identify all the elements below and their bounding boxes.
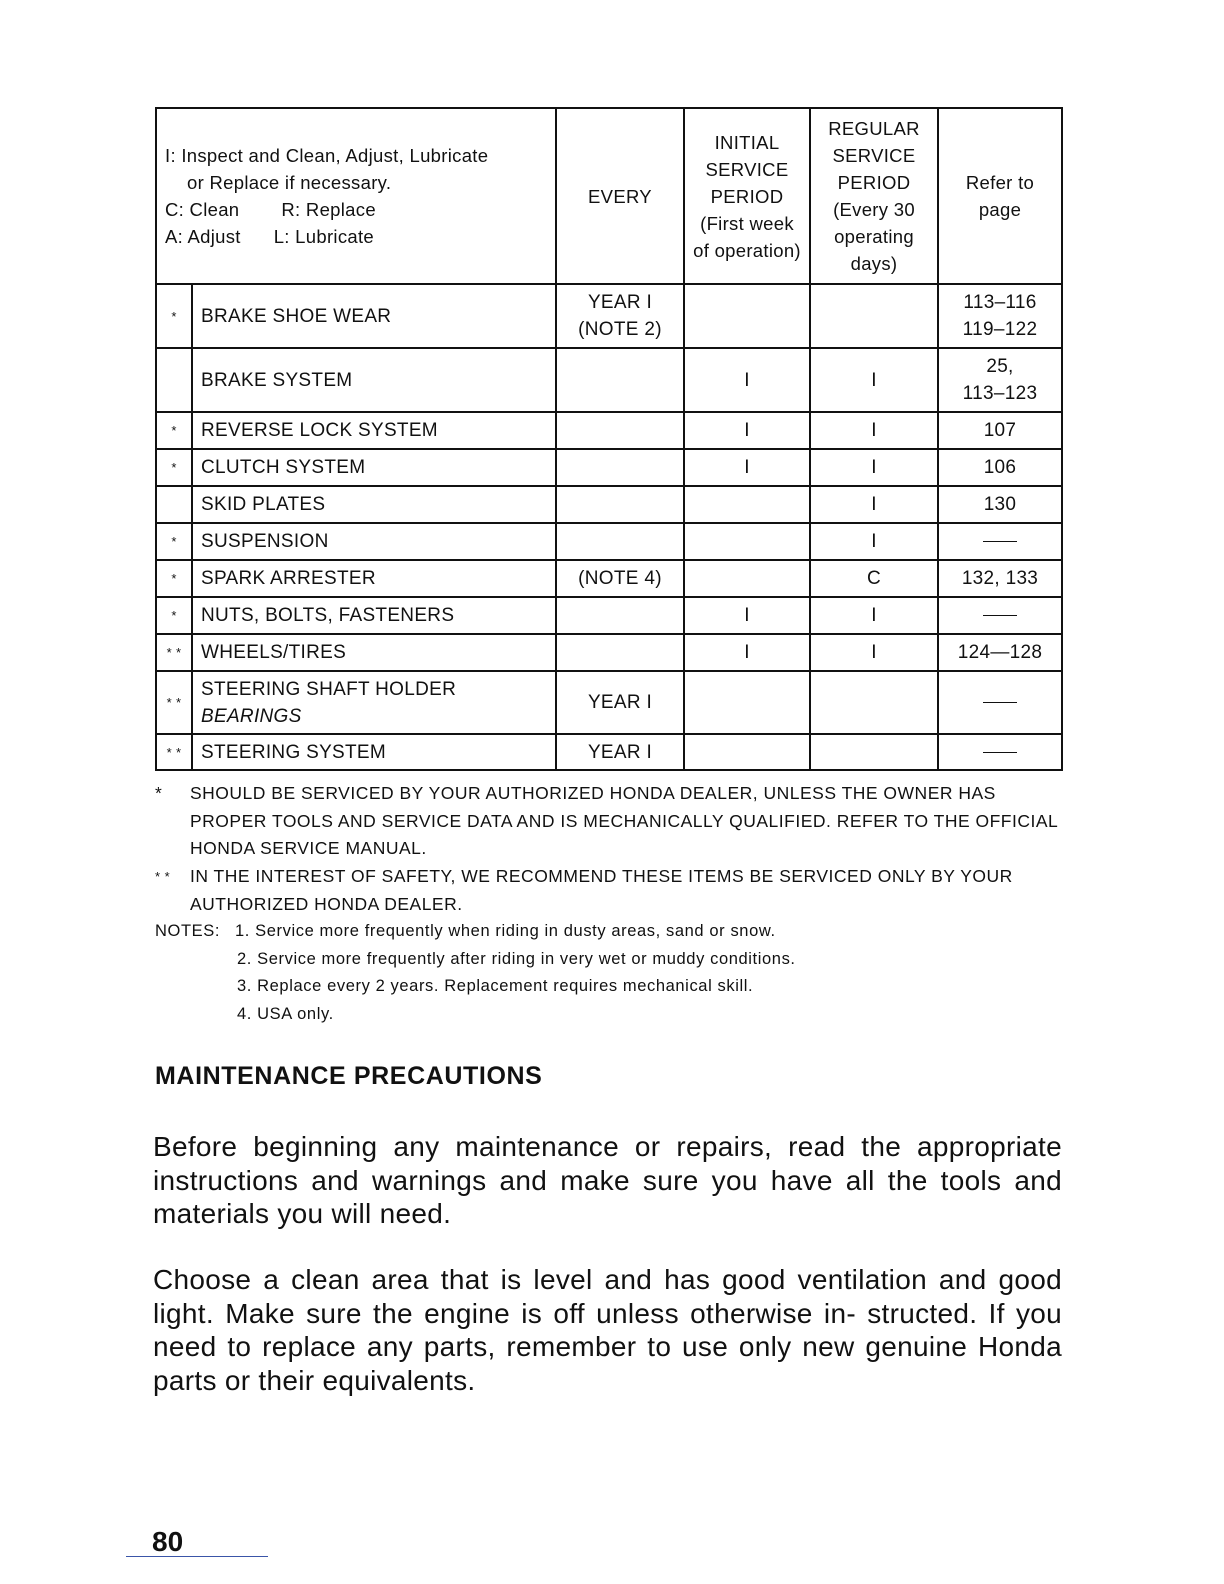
table-row xyxy=(156,634,1062,671)
table-row xyxy=(156,734,1062,770)
header-line: INITIAL xyxy=(714,131,780,153)
header-line: SERVICE xyxy=(832,145,916,166)
cell-line: NUTS, BOLTS, FASTENERS xyxy=(201,605,455,626)
row-initial xyxy=(684,486,810,523)
legend-key: C: Clean xyxy=(165,199,240,220)
cell-line: YEAR I xyxy=(587,741,653,763)
header-line: PERIOD xyxy=(837,172,911,193)
row-item xyxy=(192,412,556,449)
notes-block xyxy=(155,918,796,1028)
row-mark: * xyxy=(156,560,192,597)
header-line: SERVICE xyxy=(705,158,789,180)
header-line: (Every 30 xyxy=(833,199,915,220)
footnote-double xyxy=(155,863,1065,918)
row-refer xyxy=(938,734,1062,770)
dash-mark xyxy=(983,752,1017,753)
cell-line: BRAKE SYSTEM xyxy=(201,369,353,391)
row-refer xyxy=(938,284,1062,348)
page-number: 80 xyxy=(152,1526,184,1557)
row-refer xyxy=(938,412,1062,449)
row-regular: I xyxy=(810,486,938,523)
row-item xyxy=(192,597,556,634)
header-line: operating xyxy=(834,226,914,247)
row-every xyxy=(556,734,684,770)
dash-mark xyxy=(983,541,1017,542)
note-item: 4. USA only. xyxy=(237,1004,334,1023)
row-mark: * xyxy=(156,284,192,348)
paragraph: Before beginning any maintenance or repairs, read the appropriate instructions and warnings and make sure you have all the tools and materials you will need. xyxy=(153,1131,1062,1229)
row-every xyxy=(556,284,684,348)
row-regular: I xyxy=(810,412,938,449)
row-regular xyxy=(810,284,938,348)
table-row xyxy=(156,284,1062,348)
legend-line: I: Inspect and Clean, Adjust, Lubricate xyxy=(165,145,489,166)
row-initial: I xyxy=(684,634,810,671)
table-row xyxy=(156,486,1062,523)
row-item xyxy=(192,523,556,560)
row-every xyxy=(556,449,684,486)
row-initial: I xyxy=(684,348,810,412)
cell-line: BEARINGS xyxy=(201,705,302,727)
header-line: Refer to xyxy=(965,172,1035,193)
row-initial: I xyxy=(684,412,810,449)
row-every xyxy=(556,486,684,523)
header-line: days) xyxy=(850,253,898,274)
cell-line: 113–123 xyxy=(962,383,1038,404)
footnote-text: IN THE INTEREST OF SAFETY, WE RECOMMEND THESE ITEMS BE SERVICED ONLY BY YOUR AUTHORIZED HONDA DEALER. xyxy=(190,866,1013,914)
table-row xyxy=(156,671,1062,734)
row-every xyxy=(556,523,684,560)
row-mark: * * xyxy=(156,634,192,671)
cell-line: SKID PLATES xyxy=(201,494,326,515)
row-every xyxy=(556,412,684,449)
row-regular: I xyxy=(810,634,938,671)
row-mark: * xyxy=(156,523,192,560)
scan-edge-line xyxy=(126,1556,268,1557)
row-regular xyxy=(810,734,938,770)
legend-key: L: Lubricate xyxy=(273,226,374,247)
header-line: page xyxy=(978,199,1022,220)
table-row xyxy=(156,597,1062,634)
row-item xyxy=(192,486,556,523)
row-every xyxy=(556,560,684,597)
row-mark: * * xyxy=(156,671,192,734)
cell-line: 113–116 xyxy=(963,292,1037,313)
table-row xyxy=(156,348,1062,412)
header-line: REGULAR xyxy=(828,118,920,139)
legend-cell xyxy=(156,108,556,284)
note-text: 1. Service more frequently when riding in dusty areas, sand or snow. xyxy=(235,922,776,940)
table-row xyxy=(156,449,1062,486)
row-item xyxy=(192,560,556,597)
row-initial: I xyxy=(684,597,810,634)
row-every xyxy=(556,671,684,734)
row-refer xyxy=(938,634,1062,671)
section-heading: MAINTENANCE PRECAUTIONS xyxy=(155,1062,543,1090)
cell-line: SPARK ARRESTER xyxy=(201,568,376,589)
row-mark: * xyxy=(156,412,192,449)
row-item xyxy=(192,734,556,770)
legend-key: A: Adjust xyxy=(165,226,241,247)
cell-line: REVERSE LOCK SYSTEM xyxy=(201,420,438,441)
row-initial xyxy=(684,284,810,348)
cell-line: YEAR I xyxy=(587,292,653,313)
row-mark: * xyxy=(156,449,192,486)
row-initial xyxy=(684,560,810,597)
table-row xyxy=(156,523,1062,560)
cell-line: (NOTE 2) xyxy=(578,319,662,340)
row-refer xyxy=(938,523,1062,560)
cell-line: 107 xyxy=(983,420,1017,441)
row-regular: I xyxy=(810,597,938,634)
header-line: PERIOD xyxy=(710,185,784,207)
cell-line: STEERING SYSTEM xyxy=(201,741,387,763)
legend-keys xyxy=(165,196,555,223)
cell-line: YEAR I xyxy=(587,692,653,713)
note-item: 3. Replace every 2 years. Replacement requires mechanical skill. xyxy=(237,977,754,995)
row-regular: C xyxy=(810,560,938,597)
cell-line: 130 xyxy=(983,494,1017,515)
row-refer xyxy=(938,671,1062,734)
row-regular: I xyxy=(810,523,938,560)
row-initial xyxy=(684,671,810,734)
table-row xyxy=(156,560,1062,597)
footnote-single xyxy=(155,780,1065,863)
row-mark: * * xyxy=(156,734,192,770)
notes-label: NOTES: xyxy=(155,922,221,940)
header-regular-service xyxy=(810,108,938,284)
cell-line: STEERING SHAFT HOLDER xyxy=(201,678,457,700)
row-every xyxy=(556,597,684,634)
note-item: 2. Service more frequently after riding in very wet or muddy conditions. xyxy=(237,949,796,968)
header-initial-service xyxy=(684,108,810,284)
row-refer xyxy=(938,449,1062,486)
row-item xyxy=(192,284,556,348)
cell-line: CLUTCH SYSTEM xyxy=(201,457,366,478)
dash-mark xyxy=(983,615,1017,616)
cell-line: 124—128 xyxy=(957,642,1043,663)
row-item xyxy=(192,634,556,671)
row-mark xyxy=(156,486,192,523)
table-header-row xyxy=(156,108,1062,284)
header-refer-to-page xyxy=(938,108,1062,284)
table-row xyxy=(156,412,1062,449)
row-item xyxy=(192,671,556,734)
row-regular xyxy=(810,671,938,734)
paragraph: Choose a clean area that is level and has good ventilation and good light. Make sure the engine is off unless otherwise in- structed. If you need to replace any parts, remember to use only new genuine Honda parts or their equivalents. xyxy=(153,1264,1062,1396)
legend-key: R: Replace xyxy=(281,199,376,220)
cell-line: 106 xyxy=(983,457,1017,478)
header-line: (First week xyxy=(700,212,794,234)
cell-line: (NOTE 4) xyxy=(578,568,662,589)
row-item xyxy=(192,449,556,486)
dash-mark xyxy=(983,702,1017,703)
row-mark xyxy=(156,348,192,412)
header-line: of operation) xyxy=(693,239,801,261)
row-initial: I xyxy=(684,449,810,486)
row-refer xyxy=(938,560,1062,597)
cell-line: WHEELS/TIRES xyxy=(201,642,347,663)
cell-line: 119–122 xyxy=(962,319,1038,340)
row-item xyxy=(192,348,556,412)
row-initial xyxy=(684,734,810,770)
legend-keys xyxy=(165,223,555,250)
row-refer xyxy=(938,597,1062,634)
table-body xyxy=(156,284,1062,770)
note-item xyxy=(155,918,796,946)
row-mark: * xyxy=(156,597,192,634)
row-refer xyxy=(938,348,1062,412)
row-regular: I xyxy=(810,348,938,412)
row-refer xyxy=(938,486,1062,523)
footnote-text: SHOULD BE SERVICED BY YOUR AUTHORIZED HONDA DEALER, UNLESS THE OWNER HAS PROPER TOOLS AND SERVICE DATA AND IS MECHANICALLY QUALIFIED. REFER TO THE OFFICIAL HONDA SERVICE MANUAL. xyxy=(190,783,1058,858)
row-every xyxy=(556,348,684,412)
row-initial xyxy=(684,523,810,560)
cell-line: 25, xyxy=(986,356,1014,377)
cell-line: 132, 133 xyxy=(961,568,1039,589)
row-regular: I xyxy=(810,449,938,486)
legend-line: or Replace if necessary. xyxy=(187,172,392,193)
maintenance-schedule-table xyxy=(155,107,1063,771)
footnote-mark: * * xyxy=(155,869,171,884)
row-every xyxy=(556,634,684,671)
header-every: EVERY xyxy=(556,108,684,284)
cell-line: BRAKE SHOE WEAR xyxy=(201,305,392,327)
footnote-mark: * xyxy=(155,783,163,803)
cell-line: SUSPENSION xyxy=(201,531,329,552)
